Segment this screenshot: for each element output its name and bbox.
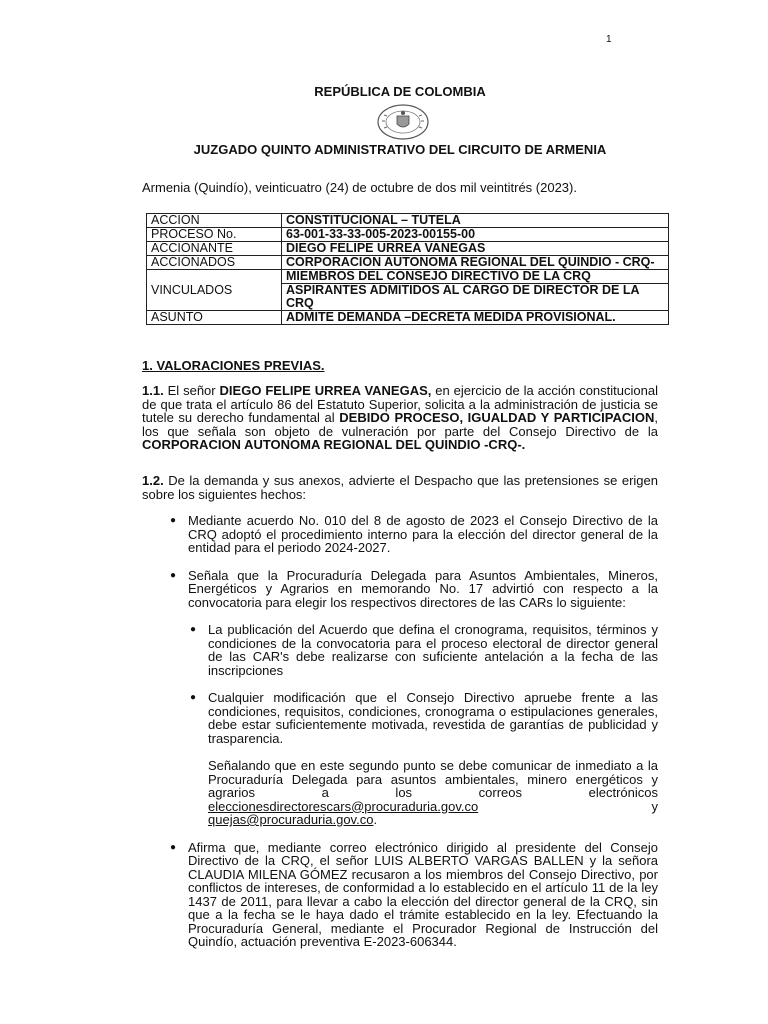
paragraph-text: en ejercicio de la acción constitucional de que trata el artículo 86 del Estatuto Superior, solicita a la administración de justicia se tutele su derecho fundamental al (142, 383, 658, 425)
date-line: Armenia (Quindío), veinticuatro (24) de octubre de dos mil veintitrés (2023). (142, 180, 577, 195)
accionante-value: DIEGO FELIPE URREA VANEGAS (282, 242, 669, 256)
list-item-text: Afirma que, mediante correo electrónico dirigido al presidente del Consejo Directivo de la CRQ, el señor LUIS ALBERTO VARGAS BALLEN y la señora CLAUDIA MILENA GÓMEZ recusaron a los miembros del Consejo Directivo, por conflictos de intereses, de conformidad a lo establecido en el artículo 11 de la ley 1437 de 2011, para llevar a cabo la elección del director general de la CRQ, sin que a la fecha se le haya dado el trámite establecido en la ley. Efectuando la Procuraduría General, mediante el Procurador Regional de Instrucción del Quindío, actuación preventiva E-2023-606344. (188, 839, 658, 949)
country-heading: REPÚBLICA DE COLOMBIA (314, 84, 486, 99)
accionados-value: CORPORACION AUTONOMA REGIONAL DEL QUINDIO - CRQ- (282, 256, 669, 270)
note-text: Señalando que en este segundo punto se debe comunicar de inmediato a la Procuraduría Delegada para asuntos ambientales, minero energéticos y agrarios a los correos electrónicos (208, 758, 658, 800)
paragraph-text: , los que señala son objeto de vulneración por parte del Consejo Directivo de la (142, 410, 658, 439)
sub-list-item-text: Cualquier modificación que el Consejo Directivo apruebe frente a las condiciones, requisitos, condiciones, cronograma o estipulaciones generales, debe estar suficientemente motivada, revestida de garantías de publicidad y trasparencia. (208, 690, 658, 746)
vinculados-value-1: MIEMBROS DEL CONSEJO DIRECTIVO DE LA CRQ (282, 270, 669, 284)
vinculados-value-2: ASPIRANTES ADMITIDOS AL CARGO DE DIRECTOR DE LA CRQ (282, 284, 669, 311)
bullet-icon: ● (169, 841, 177, 853)
asunto-label: ASUNTO (147, 311, 282, 325)
bullet-icon: ● (169, 515, 177, 526)
accionados-label: ACCIONADOS (147, 256, 282, 270)
list-item-text: Mediante acuerdo No. 010 del 8 de agosto de 2023 el Consejo Directivo de la CRQ adoptó el procedimiento interno para la elección del director general de la entidad para el periodo 2024-2027. (188, 513, 658, 555)
sub-list-item (189, 622, 658, 678)
email-link-elecciones[interactable]: eleccionesdirectorescars@procuraduria.gov.co (208, 798, 479, 814)
list-item (169, 839, 658, 949)
proceso-value: 63-001-33-33-005-2023-00155-00 (282, 228, 669, 242)
paragraph-text: De la demanda y sus anexos, advierte el Despacho que las pretensiones se erigen sobre los siguientes hechos: (142, 473, 658, 502)
accion-value: CONSTITUCIONAL – TUTELA (282, 214, 669, 228)
email-link-quejas[interactable]: quejas@procuraduria.gov.co (208, 812, 374, 827)
table-row (147, 214, 669, 228)
paragraph-1-2 (142, 474, 658, 501)
table-row (147, 228, 669, 242)
section-heading: 1. VALORACIONES PREVIAS. (142, 358, 325, 373)
page-number: 1 (606, 34, 612, 45)
accionante-label: ACCIONANTE (147, 242, 282, 256)
sub-list-item-text: La publicación del Acuerdo que defina el cronograma, requisitos, términos y condiciones de la convocatoria para el proceso electoral de director general de las CAR's debe realizarse con suficiente antelación a la fecha de las inscripciones (208, 622, 658, 678)
paragraph-text: El señor (163, 383, 220, 398)
entity-name: CORPORACION AUTONOMA REGIONAL DEL QUINDIO -CRQ-. (142, 437, 526, 452)
court-seal-icon (376, 103, 430, 141)
proceso-label: PROCESO No. (147, 228, 282, 242)
paragraph-1-1 (142, 384, 658, 452)
list-item (169, 513, 658, 555)
facts-list (169, 513, 658, 949)
list-item (169, 567, 658, 827)
case-info-table (146, 213, 669, 325)
sub-list (189, 622, 658, 746)
bullet-icon: ● (169, 569, 177, 581)
table-row (147, 270, 669, 284)
bullet-icon: ● (189, 624, 197, 635)
sub-list-item (189, 690, 658, 746)
table-row (147, 242, 669, 256)
table-row (147, 311, 669, 325)
claimant-name: DIEGO FELIPE URREA VANEGAS, (219, 383, 432, 398)
vinculados-label: VINCULADOS (147, 270, 282, 311)
accion-label: ACCION (147, 214, 282, 228)
note-text: y (478, 798, 658, 814)
court-heading: JUZGADO QUINTO ADMINISTRATIVO DEL CIRCUITO DE ARMENIA (193, 142, 607, 157)
paragraph-number: 1.1. (142, 383, 164, 398)
note-paragraph (208, 759, 658, 827)
table-row (147, 256, 669, 270)
bullet-icon: ● (189, 692, 197, 703)
list-item-text: Señala que la Procuraduría Delegada para Asuntos Ambientales, Mineros, Energéticos y Agrarios en memorando No. 17 advirtió con respecto a la convocatoria para elegir los respectivos directores de las CARs lo siguiente: (188, 567, 658, 610)
rights-text: DEBIDO PROCESO, IGUALDAD Y PARTICIPACION (339, 410, 655, 425)
paragraph-number: 1.2. (142, 473, 164, 488)
asunto-value: ADMITE DEMANDA –DECRETA MEDIDA PROVISIONAL. (282, 311, 669, 325)
note-text: . (373, 812, 378, 827)
